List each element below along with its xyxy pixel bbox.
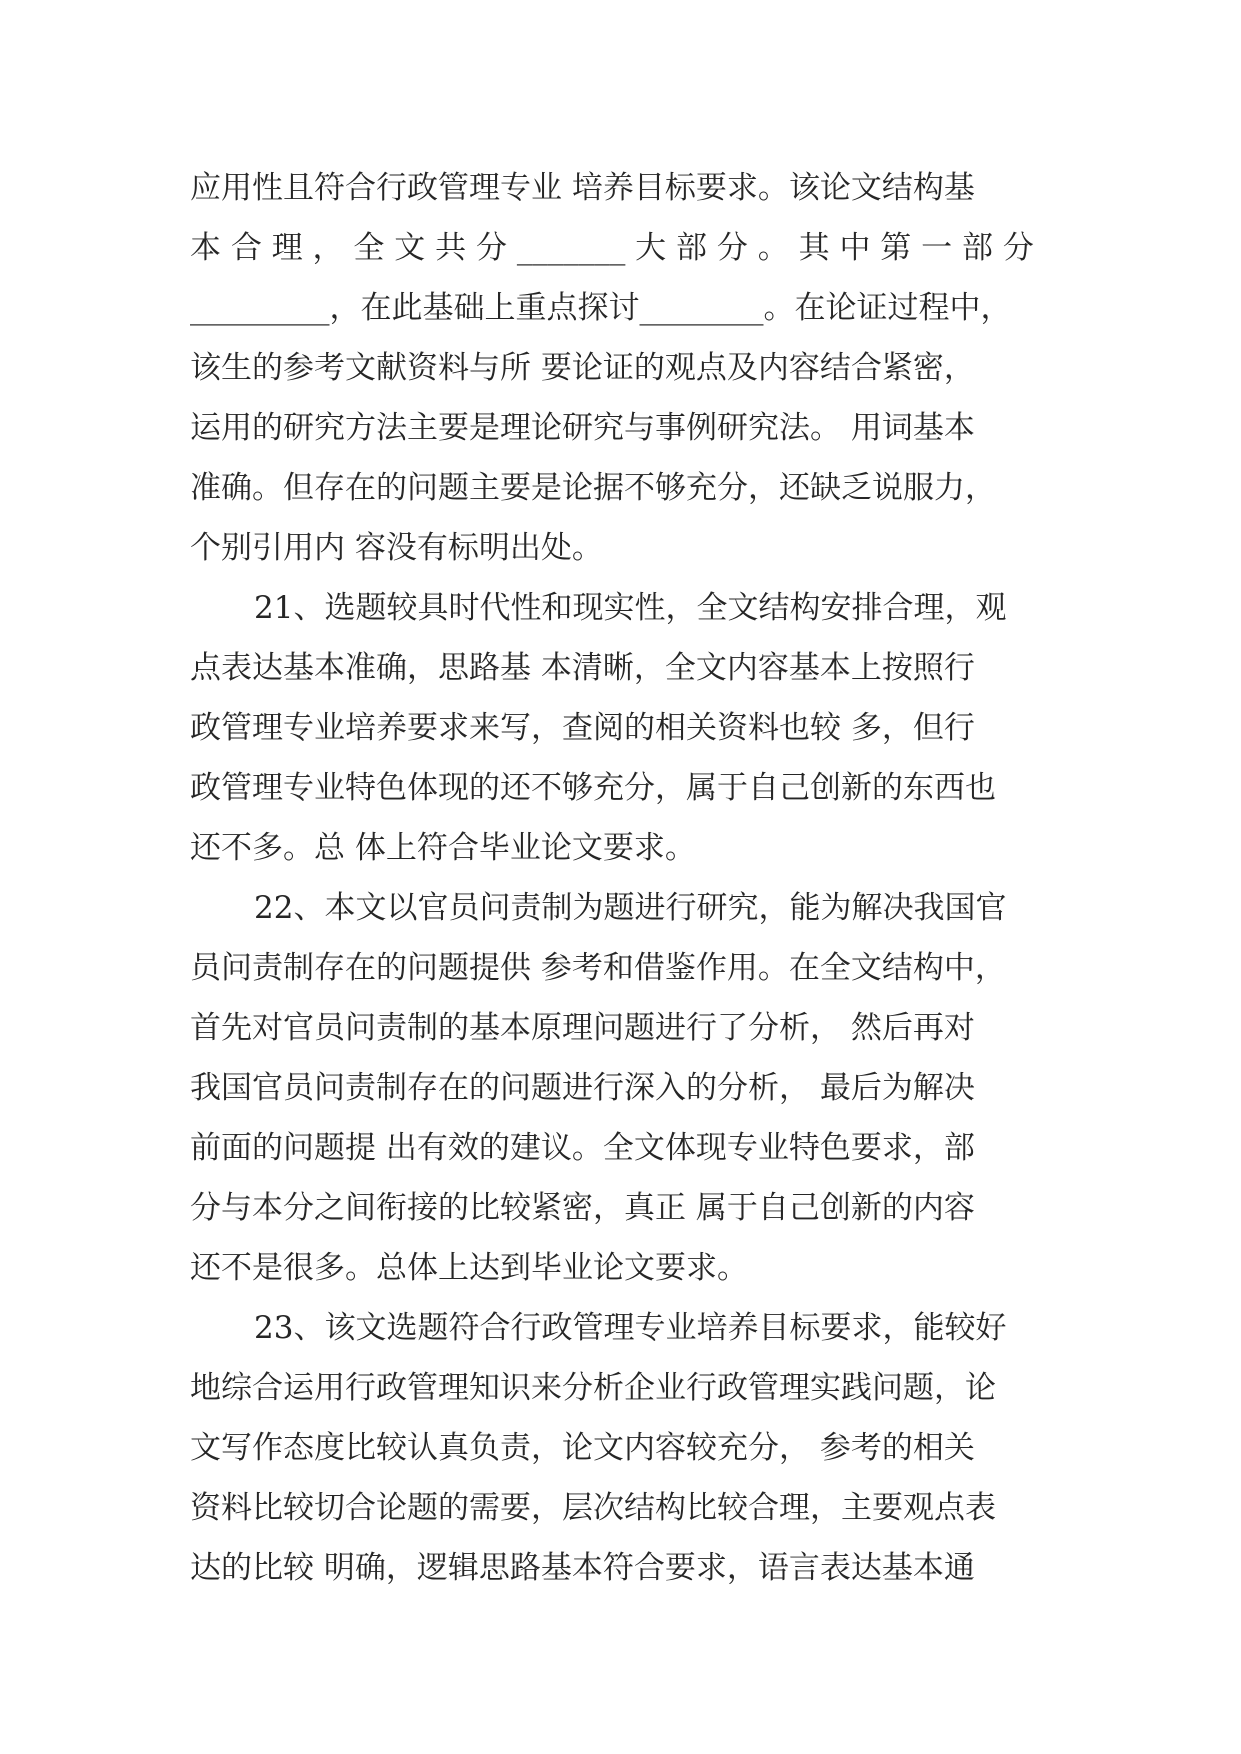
- text-line: 21、选题较具时代性和现实性，全文结构安排合理，观: [254, 590, 1007, 626]
- text-line: _________，在此基础上重点探讨________。在论证过程中，: [190, 290, 1012, 326]
- text-line: 个别引用内 容没有标明出处。: [190, 530, 603, 566]
- text-line: 点表达基本准确，思路基 本清晰，全文内容基本上按照行: [190, 650, 975, 686]
- text-line: 本 合 理 ， 全 文 共 分 _______ 大 部 分 。 其 中 第 一 部 分: [190, 230, 1034, 266]
- paragraph-20-continued: [190, 158, 1054, 578]
- text-line: 23、该文选题符合行政管理专业培养目标要求，能较好: [254, 1310, 1007, 1346]
- text-line: 资料比较切合论题的需要，层次结构比较合理，主要观点表: [190, 1490, 996, 1526]
- text-line: 政管理专业特色体现的还不够充分，属于自己创新的东西也: [190, 770, 996, 806]
- text-line: 准确。但存在的问题主要是论据不够充分，还缺乏说服力，: [190, 470, 996, 506]
- text-line: 我国官员问责制存在的问题进行深入的分析， 最后为解决: [190, 1070, 975, 1106]
- text-line: 还不是很多。总体上达到毕业论文要求。: [190, 1250, 748, 1286]
- text-line: 达的比较 明确，逻辑思路基本符合要求，语言表达基本通: [190, 1550, 975, 1586]
- text-line: 政管理专业培养要求来写，查阅的相关资料也较 多，但行: [190, 710, 975, 746]
- text-line: 该生的参考文献资料与所 要论证的观点及内容结合紧密，: [190, 350, 975, 386]
- text-line: 首先对官员问责制的基本原理问题进行了分析， 然后再对: [190, 1010, 975, 1046]
- text-line: 22、本文以官员问责制为题进行研究，能为解决我国官: [254, 890, 1007, 926]
- text-line: 运用的研究方法主要是理论研究与事例研究法。 用词基本: [190, 410, 975, 446]
- paragraph-23: [190, 1298, 1054, 1598]
- paragraph-22: [190, 878, 1054, 1298]
- text-line: 分与本分之间衔接的比较紧密，真正 属于自己创新的内容: [190, 1190, 975, 1226]
- document-page: [190, 158, 1054, 1598]
- text-line: 应用性且符合行政管理专业 培养目标要求。该论文结构基: [190, 170, 975, 206]
- text-line: 员问责制存在的问题提供 参考和借鉴作用。在全文结构中，: [190, 950, 1006, 986]
- text-line: 文写作态度比较认真负责，论文内容较充分， 参考的相关: [190, 1430, 975, 1466]
- paragraph-21: [190, 578, 1054, 878]
- text-line: 还不多。总 体上符合毕业论文要求。: [190, 830, 696, 866]
- text-line: 地综合运用行政管理知识来分析企业行政管理实践问题，论: [190, 1370, 996, 1406]
- text-line: 前面的问题提 出有效的建议。全文体现专业特色要求，部: [190, 1130, 975, 1166]
